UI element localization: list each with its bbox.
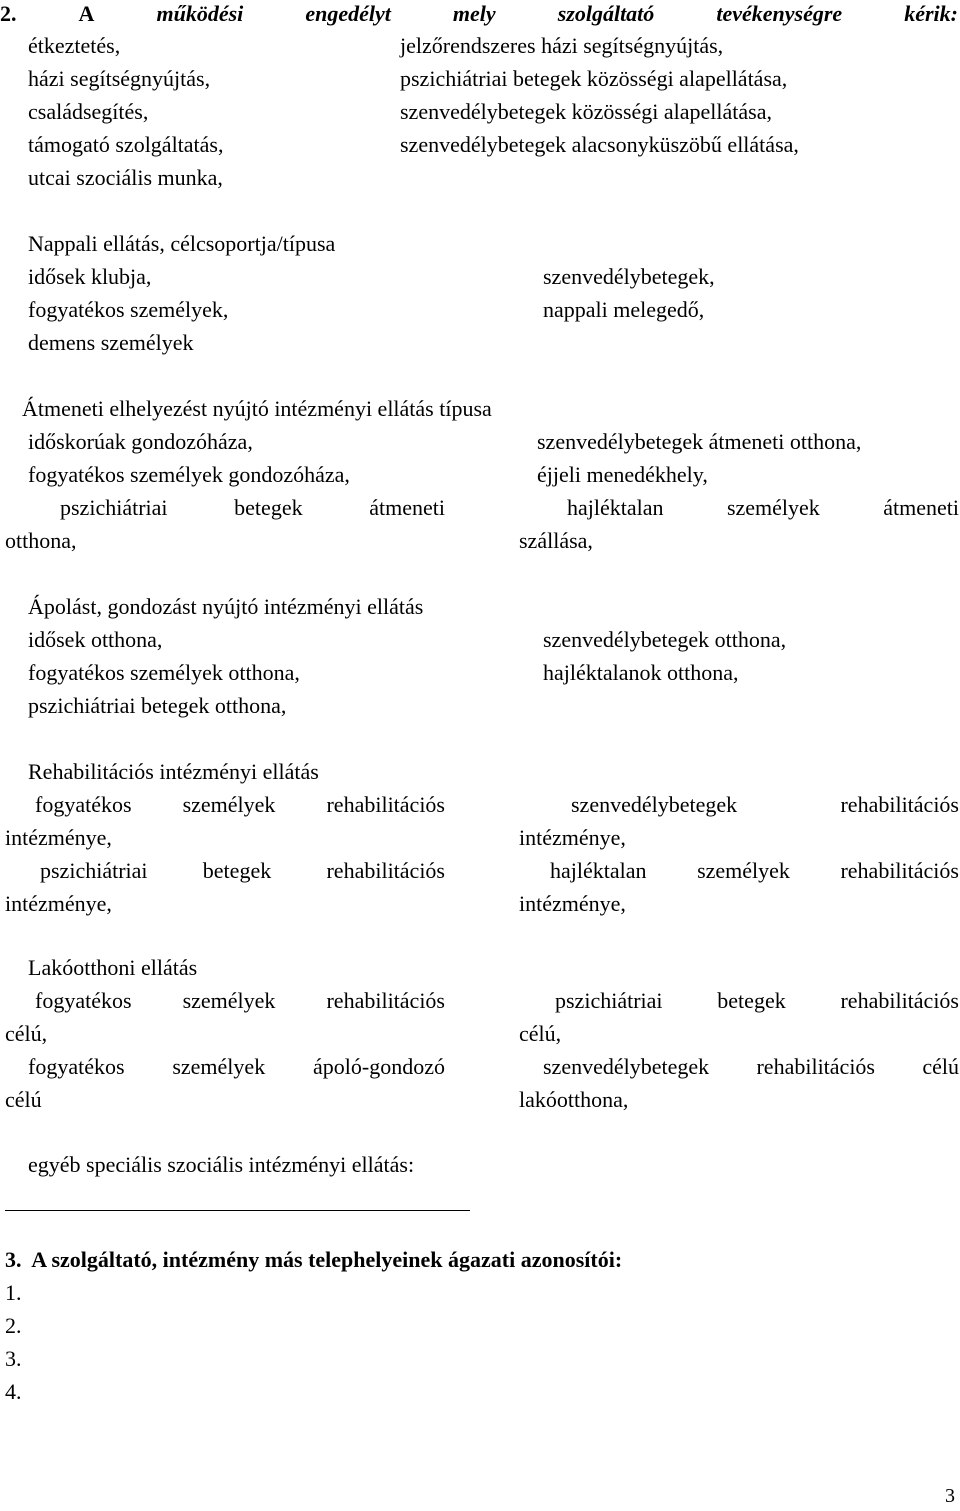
service-item: idősek klubja, bbox=[28, 264, 152, 289]
service-item: célú bbox=[5, 1087, 42, 1112]
service-item: otthona, bbox=[5, 528, 77, 553]
item-word: személyek bbox=[697, 858, 790, 883]
item-word: szenvedélybetegek bbox=[543, 1054, 710, 1079]
item-word: pszichiátriai bbox=[555, 988, 663, 1013]
service-item bbox=[28, 1050, 445, 1083]
service-item: célú, bbox=[519, 1021, 562, 1046]
title-word: A bbox=[78, 1, 95, 26]
item-word: célú bbox=[922, 1054, 959, 1079]
service-item: éjjeli menedékhely, bbox=[537, 462, 708, 487]
title-word: szolgáltató bbox=[557, 1, 655, 26]
service-item: intézménye, bbox=[5, 825, 112, 850]
item-word: rehabilitációs bbox=[326, 858, 445, 883]
fill-in-line bbox=[5, 1210, 470, 1211]
service-item: hajléktalanok otthona, bbox=[543, 660, 739, 685]
item-word: személyek bbox=[172, 1054, 266, 1079]
service-item bbox=[35, 788, 445, 821]
item-word: személyek bbox=[182, 988, 276, 1013]
item-word: személyek bbox=[182, 792, 276, 817]
title-word: 2. bbox=[0, 1, 17, 26]
service-item: időskorúak gondozóháza, bbox=[28, 429, 253, 454]
service-item: támogató szolgáltatás, bbox=[28, 132, 224, 157]
item-word: betegek bbox=[717, 988, 786, 1013]
service-item: demens személyek bbox=[28, 330, 194, 355]
item-word: rehabilitációs bbox=[326, 988, 445, 1013]
item-word: rehabilitációs bbox=[840, 858, 959, 883]
title-word: kérik: bbox=[904, 1, 958, 26]
title-word: tevékenységre bbox=[716, 1, 843, 26]
service-item: szenvedélybetegek otthona, bbox=[543, 627, 787, 652]
service-item: fogyatékos személyek, bbox=[28, 297, 229, 322]
service-item: jelzőrendszeres házi segítségnyújtás, bbox=[400, 33, 724, 58]
service-item: étkeztetés, bbox=[28, 33, 121, 58]
item-word: betegek bbox=[234, 495, 303, 520]
page-number: 3 bbox=[945, 1485, 955, 1507]
service-item: szenvedélybetegek, bbox=[543, 264, 715, 289]
item-word: hajléktalan bbox=[567, 495, 664, 520]
title-word: működési bbox=[156, 1, 244, 26]
section2-title bbox=[0, 0, 958, 30]
service-item: pszichiátriai betegek közösségi alapellátása, bbox=[400, 66, 788, 91]
item-word: átmeneti bbox=[883, 495, 959, 520]
atmeneti-heading: Átmeneti elhelyezést nyújtó intézményi ellátás típusa bbox=[22, 396, 492, 421]
service-item: pszichiátriai betegek otthona, bbox=[28, 693, 287, 718]
service-item: szenvedélybetegek alacsonyküszöbű ellátása, bbox=[400, 132, 799, 157]
service-item bbox=[40, 854, 445, 887]
item-word: rehabilitációs bbox=[326, 792, 445, 817]
item-word: fogyatékos bbox=[35, 988, 132, 1013]
service-item: utcai szociális munka, bbox=[28, 165, 223, 190]
service-item bbox=[567, 491, 959, 524]
lakootthon-heading: Lakóotthoni ellátás bbox=[28, 955, 198, 980]
item-word: személyek bbox=[726, 495, 820, 520]
service-item: fogyatékos személyek otthona, bbox=[28, 660, 300, 685]
service-item bbox=[550, 854, 959, 887]
service-item: lakóotthona, bbox=[519, 1087, 629, 1112]
service-item: célú, bbox=[5, 1021, 48, 1046]
service-item bbox=[543, 1050, 959, 1083]
service-item bbox=[35, 984, 445, 1017]
service-item: idősek otthona, bbox=[28, 627, 163, 652]
service-item bbox=[571, 788, 959, 821]
section3-title: 3. A szolgáltató, intézmény más telephelyeinek ágazati azonosítói: bbox=[5, 1247, 623, 1272]
service-item: szenvedélybetegek átmeneti otthona, bbox=[537, 429, 862, 454]
list-item: 3. bbox=[5, 1346, 22, 1371]
service-item: szállása, bbox=[519, 528, 593, 553]
service-item: családsegítés, bbox=[28, 99, 149, 124]
item-word: betegek bbox=[202, 858, 272, 883]
item-word: hajléktalan bbox=[550, 858, 647, 883]
service-item: nappali melegedő, bbox=[543, 297, 705, 322]
service-item: intézménye, bbox=[519, 825, 626, 850]
service-item: intézménye, bbox=[519, 891, 626, 916]
item-word: fogyatékos bbox=[28, 1054, 125, 1079]
rehab-heading: Rehabilitációs intézményi ellátás bbox=[28, 759, 319, 784]
list-item: 2. bbox=[5, 1313, 22, 1338]
item-word: rehabilitációs bbox=[840, 988, 959, 1013]
item-word: szenvedélybetegek bbox=[571, 792, 738, 817]
item-word: átmeneti bbox=[369, 495, 445, 520]
service-item: intézménye, bbox=[5, 891, 112, 916]
item-word: pszichiátriai bbox=[60, 495, 168, 520]
item-word: ápoló-gondozó bbox=[313, 1054, 445, 1079]
service-item bbox=[60, 491, 445, 524]
item-word: fogyatékos bbox=[35, 792, 132, 817]
service-item: fogyatékos személyek gondozóháza, bbox=[28, 462, 350, 487]
item-word: rehabilitációs bbox=[756, 1054, 875, 1079]
list-item: 4. bbox=[5, 1379, 22, 1404]
service-item: szenvedélybetegek közösségi alapellátása, bbox=[400, 99, 773, 124]
item-word: pszichiátriai bbox=[40, 858, 148, 883]
list-item: 1. bbox=[5, 1280, 22, 1305]
item-word: rehabilitációs bbox=[840, 792, 959, 817]
service-item: házi segítségnyújtás, bbox=[28, 66, 211, 91]
service-item bbox=[555, 984, 959, 1017]
nappali-heading: Nappali ellátás, célcsoportja/típusa bbox=[28, 231, 336, 256]
apolas-heading: Ápolást, gondozást nyújtó intézményi ellátás bbox=[28, 594, 424, 619]
title-word: mely bbox=[452, 1, 496, 26]
title-word: engedélyt bbox=[305, 1, 391, 26]
egyeb-label: egyéb speciális szociális intézményi ellátás: bbox=[28, 1152, 415, 1177]
